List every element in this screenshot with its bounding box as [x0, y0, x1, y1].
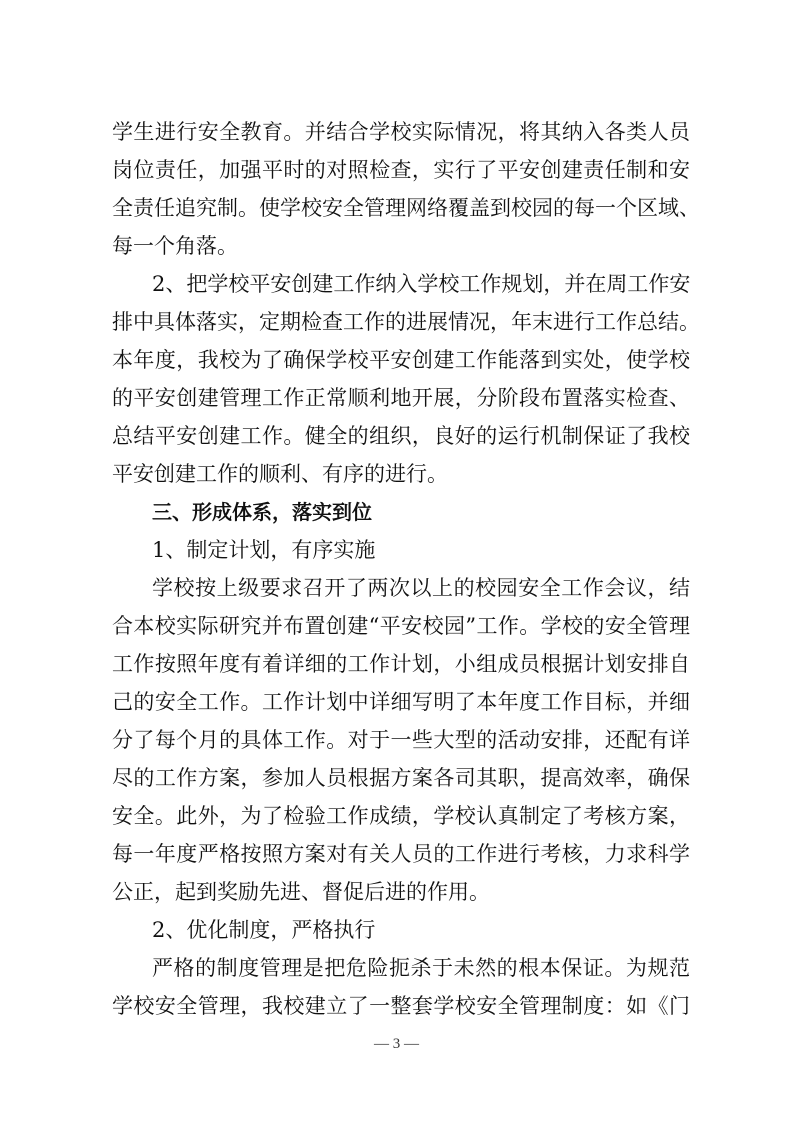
text-line: 学校安全管理，我校建立了一整套学校安全管理制度：如《门 — [112, 994, 690, 1018]
text-line: 学校按上级要求召开了两次以上的校园安全工作会议，结 — [152, 576, 690, 600]
text-line: 己的安全工作。工作计划中详细写明了本年度工作目标，并细 — [112, 690, 690, 714]
text-line: 2、把学校平安创建工作纳入学校工作规划，并在周工作安 — [152, 272, 691, 296]
text-line: 安全。此外，为了检验工作成绩，学校认真制定了考核方案， — [112, 804, 690, 828]
text-line: 分了每个月的具体工作。对于一些大型的活动安排，还配有详 — [112, 728, 690, 752]
text-line: 工作按照年度有着详细的工作计划，小组成员根据计划安排自 — [112, 652, 690, 676]
text-line: 本年度，我校为了确保学校平安创建工作能落到实处，使学校 — [112, 348, 690, 372]
text-line: 全责任追究制。使学校安全管理网络覆盖到校园的每一个区域、 — [112, 196, 700, 220]
text-line: 公正，起到奖励先进、督促后进的作用。 — [112, 880, 490, 904]
text-line: 合本校实际研究并布置创建“平安校园”工作。学校的安全管理 — [112, 614, 690, 638]
text-line: 岗位责任，加强平时的对照检查，实行了平安创建责任制和安 — [112, 158, 690, 182]
text-line: 严格的制度管理是把危险扼杀于未然的根本保证。为规范 — [152, 956, 690, 980]
text-line: 每一年度严格按照方案对有关人员的工作进行考核，力求科学 — [112, 842, 690, 866]
subsection-heading: 2、优化制度，严格执行 — [152, 918, 376, 942]
text-line: 平安创建工作的顺利、有序的进行。 — [112, 462, 448, 486]
text-line: 学生进行安全教育。并结合学校实际情况，将其纳入各类人员 — [112, 120, 690, 144]
text-line: 尽的工作方案，参加人员根据方案各司其职，提高效率，确保 — [112, 766, 690, 790]
text-line: 每一个角落。 — [112, 234, 238, 258]
page-number: — 3 — — [374, 1036, 419, 1052]
text-line: 排中具体落实，定期检查工作的进展情况，年末进行工作总结。 — [112, 310, 700, 334]
section-heading: 三、形成体系，落实到位 — [152, 500, 372, 524]
subsection-heading: 1、制定计划，有序实施 — [152, 538, 376, 562]
text-line: 总结平安创建工作。健全的组织，良好的运行机制保证了我校 — [112, 424, 690, 448]
text-line: 的平安创建管理工作正常顺利地开展，分阶段布置落实检查、 — [112, 386, 690, 410]
